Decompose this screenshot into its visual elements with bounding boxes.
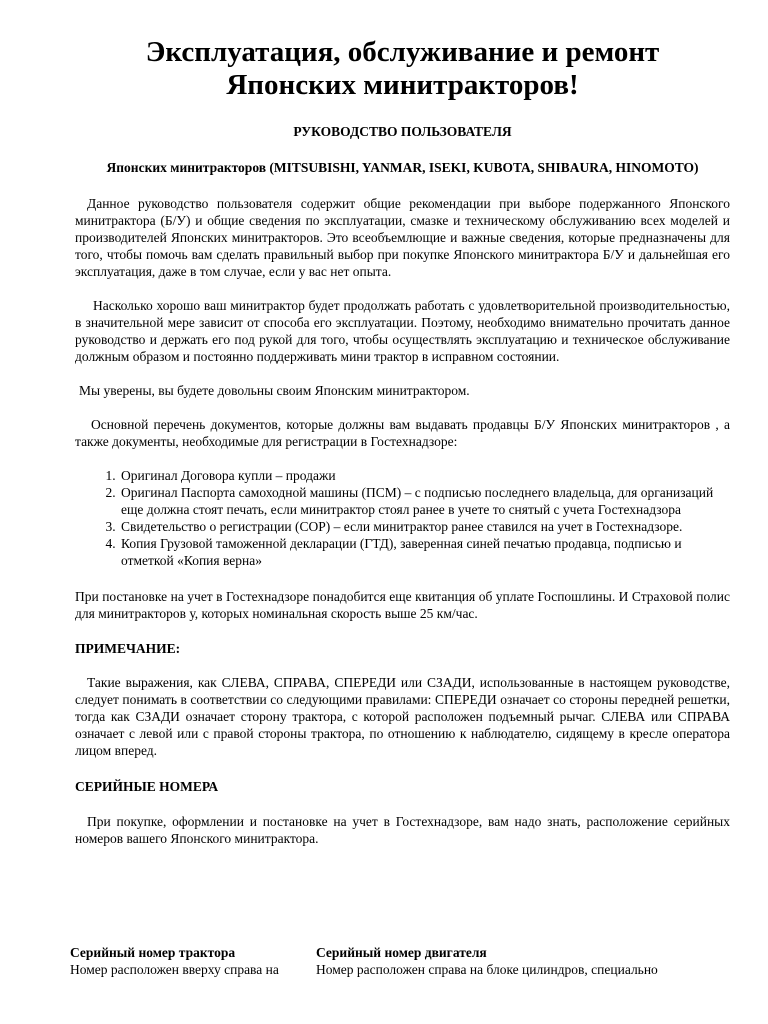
title-line-1: Эксплуатация, обслуживание и ремонт (145, 36, 660, 68)
document-page (75, 36, 730, 847)
list-item: 4. Копия Грузовой таможенной декларации (ГТД), заверенная синей печатью продавца, подписью и отметкой «Копия верна» (119, 535, 730, 569)
list-item: 2. Оригинал Паспорта самоходной машины (ПСМ) – с подписью последнего владельца, для организаций еще должна стоят печать, если минитрактор стоял ранее в учете то снятый с учета Гостехнадзора (119, 484, 730, 518)
table-header-row (70, 944, 720, 961)
intro-paragraph: Данное руководство пользователя содержит общие рекомендации при выборе подержанного Японского минитрактора (Б/У) и общие сведения по эксплуатации, смазке и техническому обслуживанию всех моделей и производителей Японских минитракторов. Это всеобъемлющие и важные сведения, которые предназначены для того, чтобы помочь вам сделать правильный выбор при покупке Японского минитрактора Б/У и дальнейшая его эксплуатация, даже в том случае, если у вас нет опыта. (75, 196, 730, 279)
registration-paragraph: При постановке на учет в Гостехнадзоре понадобится еще квитанция об уплате Госпошлины. И Страховой полис для минитракторов у, которых номинальная скорость выше 25 км/час. (75, 589, 730, 621)
document-title (75, 36, 730, 102)
serial-numbers-heading: СЕРИЙНЫЕ НОМЕРА (75, 779, 219, 794)
tractor-serial-text: Номер расположен вверху справа на (70, 962, 279, 977)
satisfaction-paragraph: Мы уверены, вы будете довольны своим Японским минитрактором. (79, 383, 470, 398)
performance-paragraph: Насколько хорошо ваш минитрактор будет продолжать работать с удовлетворительной производительностью, в значительной мере зависит от способа его эксплуатации. Поэтому, необходимо внимательно прочитать данное руководство и держать его под рукой для того, чтобы осуществлять эксплуатацию и техническое обслуживание должным образом и постоянно поддерживать мини трактор в исправном состоянии. (75, 298, 730, 364)
list-item: 1. Оригинал Договора купли – продажи (119, 467, 730, 484)
documents-list (75, 467, 730, 569)
documents-intro-paragraph: Основной перечень документов, которые должны вам выдавать продавцы Б/У Японских минитракторов , а также документы, необходимые для регистрации в Гостехнадзоре: (75, 417, 730, 449)
engine-serial-text: Номер расположен справа на блоке цилиндров, специально (316, 962, 658, 977)
tractor-serial-header: Серийный номер трактора (70, 945, 236, 960)
note-paragraph: Такие выражения, как СЛЕВА, СПРАВА, СПЕРЕДИ или СЗАДИ, использованные в настоящем руководстве, следует понимать в соответствии со следующими правилами: СПЕРЕДИ означает со стороны передней решетки, тогда как СЗАДИ означает сторону трактора, с которой расположен подъемный рычаг. СЛЕВА или СПРАВА означает с левой или с правой стороны трактора, по отношению к наблюдателю, сидящему в кресле оператора лицом вперед. (75, 675, 730, 758)
brands-line: Японских минитракторов (MITSUBISHI, YANMAR, ISEKI, KUBOTA, SHIBAURA, HINOMOTO) (106, 160, 699, 175)
document-subtitle: РУКОВОДСТВО ПОЛЬЗОВАТЕЛЯ (293, 124, 512, 139)
note-heading: ПРИМЕЧАНИЕ: (75, 641, 181, 656)
serial-numbers-table (70, 944, 720, 978)
title-line-2: Японских минитракторов! (226, 69, 579, 101)
serial-numbers-paragraph: При покупке, оформлении и постановке на учет в Гостехнадзоре, вам надо знать, расположение серийных номеров вашего Японского минитрактора. (75, 814, 730, 846)
table-row (70, 961, 720, 978)
engine-serial-header: Серийный номер двигателя (316, 945, 487, 960)
list-item: 3. Свидетельство о регистрации (СОР) – если минитрактор ранее ставился на учет в Гостехнадзоре. (119, 518, 730, 535)
